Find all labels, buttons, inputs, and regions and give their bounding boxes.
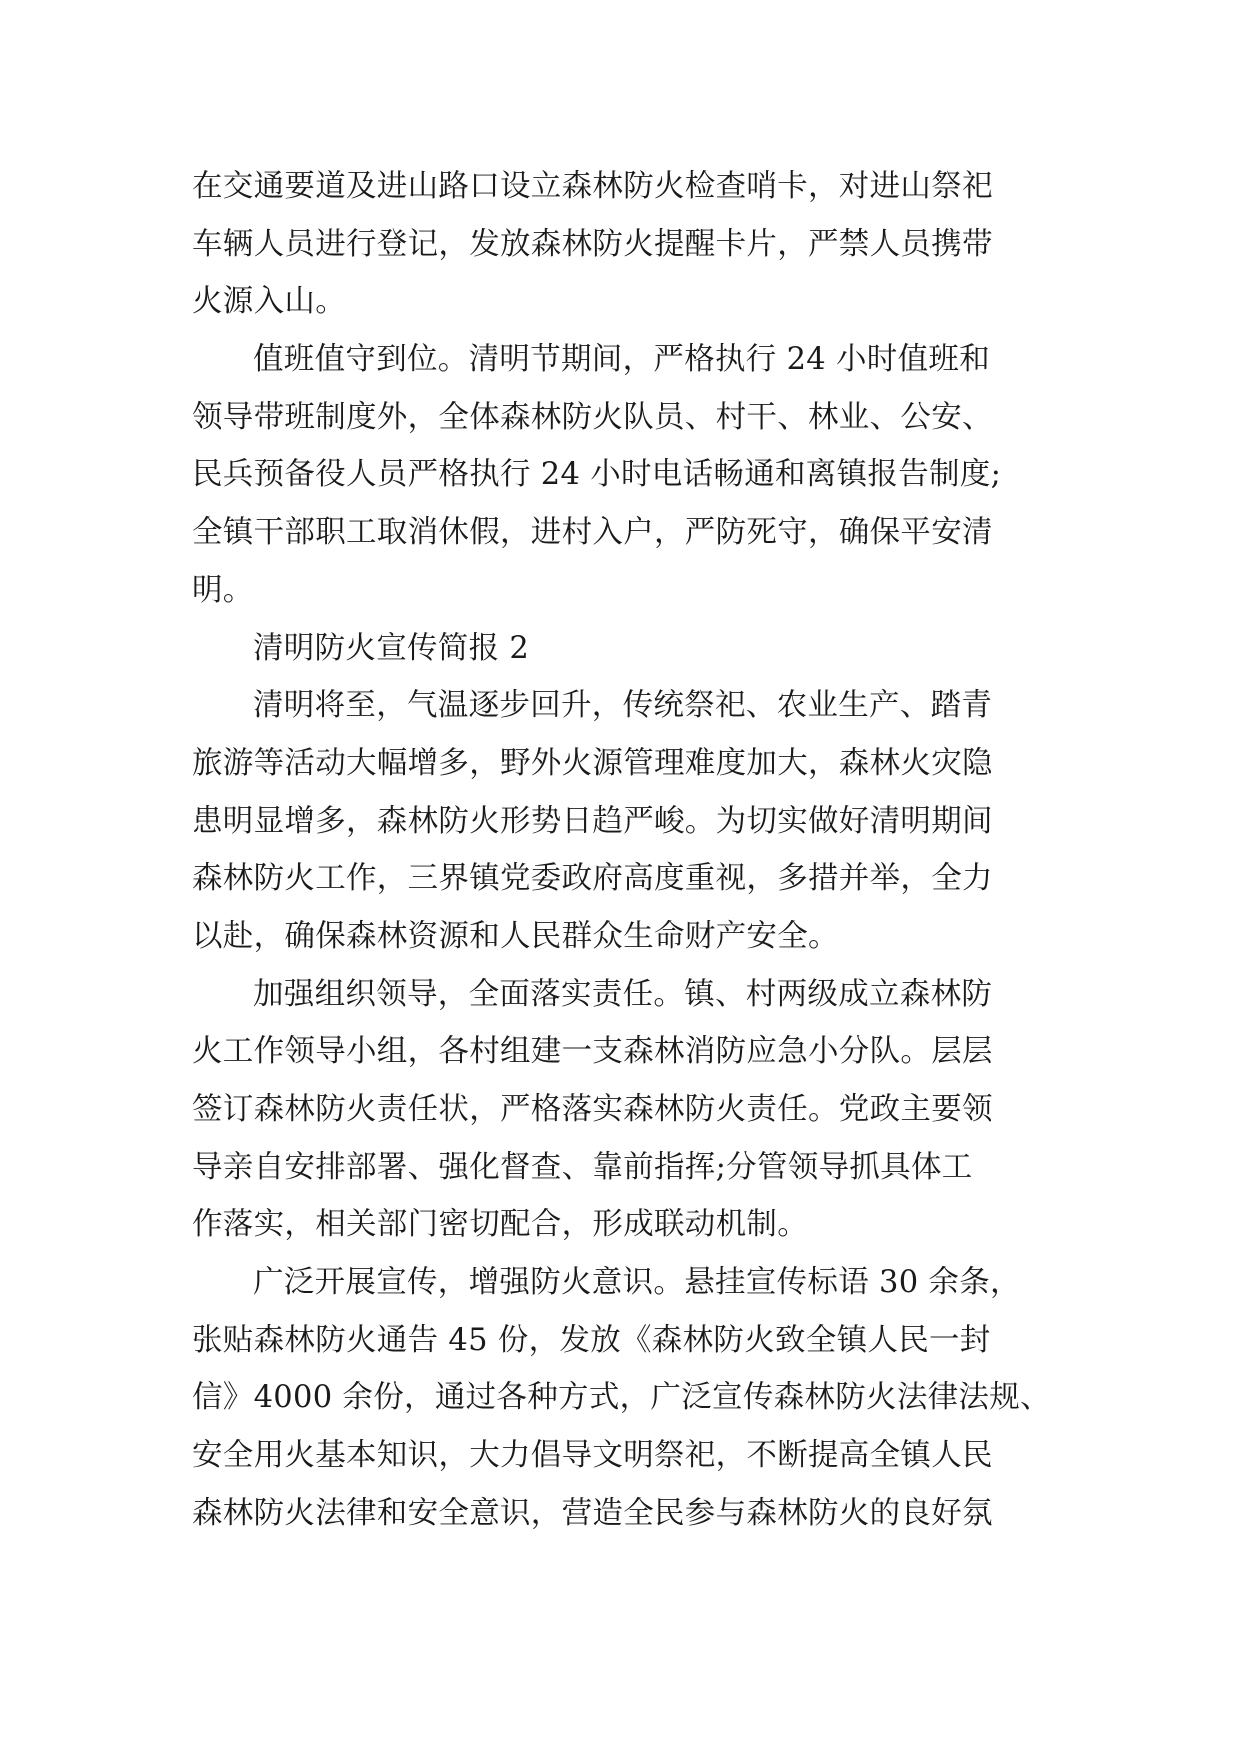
text-line: 安全用火基本知识，大力倡导文明祭祀，不断提高全镇人民 xyxy=(192,1438,993,1474)
text-line: 火源入山。 xyxy=(192,284,346,320)
text-line: 全镇干部职工取消休假，进村入户，严防死守，确保平安清 xyxy=(192,515,993,551)
paragraph-publicity xyxy=(192,1254,1058,1542)
paragraph-intro xyxy=(192,677,1058,965)
text-line: 值班值守到位。清明节期间，严格执行 24 小时值班和 xyxy=(253,342,990,378)
text-line: 张贴森林防火通告 45 份，发放《森林防火致全镇人民一封 xyxy=(192,1322,991,1358)
text-line: 领导带班制度外，全体森林防火队员、村干、林业、公安、 xyxy=(192,399,993,435)
paragraph-duty xyxy=(192,331,1058,619)
text-line: 火工作领导小组，各村组建一支森林消防应急小分队。层层 xyxy=(192,1034,993,1070)
text-line: 患明显增多，森林防火形势日趋严峻。为切实做好清明期间 xyxy=(192,803,993,839)
text-line: 旅游等活动大幅增多，野外火源管理难度加大，森林火灾隐 xyxy=(192,745,993,781)
text-line: 民兵预备役人员严格执行 24 小时电话畅通和离镇报告制度; xyxy=(192,457,1002,493)
text-line: 清明将至，气温逐步回升，传统祭祀、农业生产、踏青 xyxy=(253,688,993,724)
section-heading-text: 清明防火宣传简报 2 xyxy=(253,630,530,666)
paragraph-organization xyxy=(192,966,1058,1254)
document-body xyxy=(192,158,1058,1543)
text-line: 车辆人员进行登记，发放森林防火提醒卡片，严禁人员携带 xyxy=(192,226,993,262)
text-line: 签订森林防火责任状，严格落实森林防火责任。党政主要领 xyxy=(192,1092,993,1127)
text-line: 森林防火工作，三界镇党委政府高度重视，多措并举，全力 xyxy=(192,861,993,897)
text-line: 森林防火法律和安全意识，营造全民参与森林防火的良好氛 xyxy=(192,1495,993,1531)
text-line: 导亲自安排部署、强化督查、靠前指挥;分管领导抓具体工 xyxy=(192,1149,973,1185)
text-line: 在交通要道及进山路口设立森林防火检查哨卡，对进山祭祀 xyxy=(192,169,993,204)
text-line: 广泛开展宣传，增强防火意识。悬挂宣传标语 30 余条， xyxy=(253,1265,1021,1301)
text-line: 信》4000 余份，通过各种方式，广泛宣传森林防火法律法规、 xyxy=(192,1380,1051,1416)
section-heading xyxy=(192,620,1058,678)
text-line: 明。 xyxy=(192,572,254,608)
text-line: 以赴，确保森林资源和人民群众生命财产安全。 xyxy=(192,918,839,954)
paragraph-checkpoints xyxy=(192,158,1058,331)
text-line: 加强组织领导，全面落实责任。镇、村两级成立森林防 xyxy=(253,976,993,1012)
text-line: 作落实，相关部门密切配合，形成联动机制。 xyxy=(192,1207,808,1243)
